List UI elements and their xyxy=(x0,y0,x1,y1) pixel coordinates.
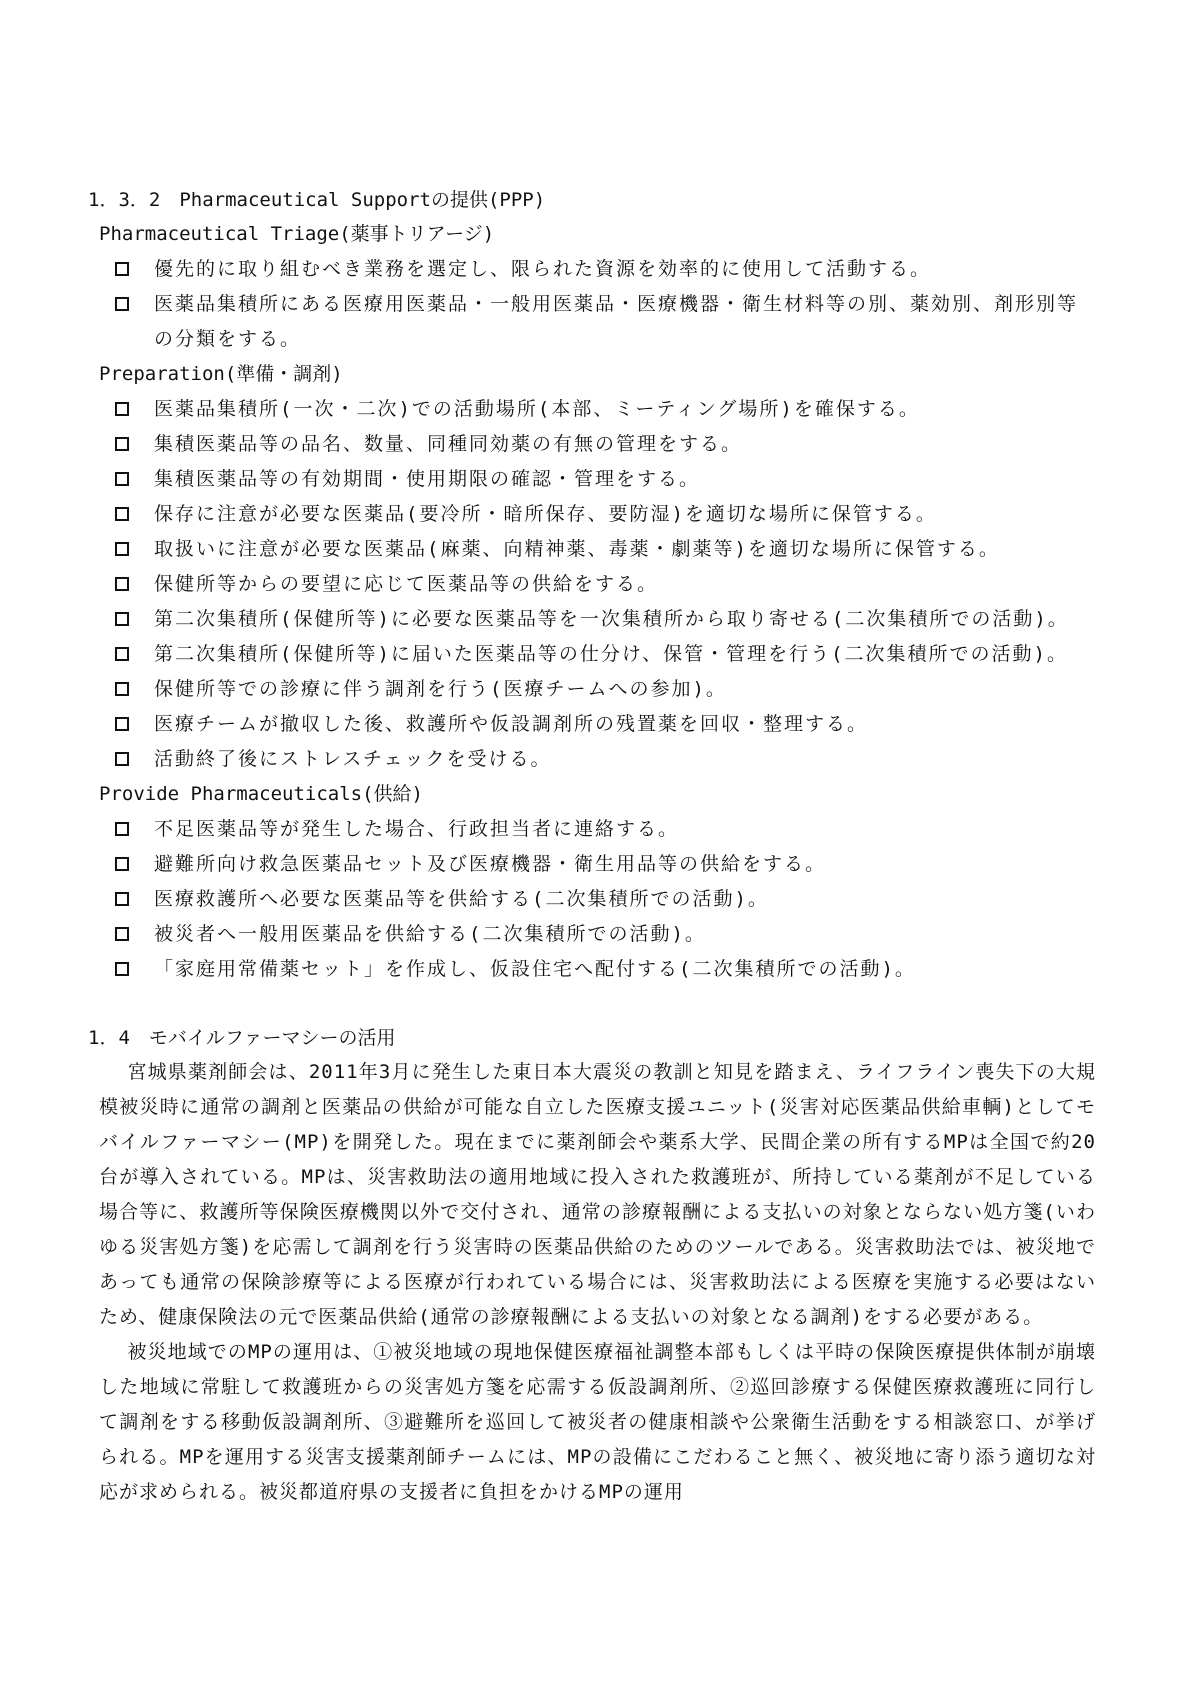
checklist-item-text: 活動終了後にストレスチェックを受ける。 xyxy=(154,748,552,770)
checklist-item-text: 不足医薬品等が発生した場合、行政担当者に連絡する。 xyxy=(154,818,680,840)
checkbox-icon xyxy=(115,402,129,416)
checkbox-icon xyxy=(115,857,129,871)
checklist-item xyxy=(88,882,1096,917)
checkbox-icon xyxy=(115,612,129,626)
section-heading-mobile-pharmacy: 1．4 モバイルファーマシーの活用 xyxy=(88,1027,396,1049)
checklist-item xyxy=(88,392,1096,427)
checklist-item-text: 医薬品集積所にある医療用医薬品・一般用医薬品・医療機器・衛生材料等の別、薬効別、剤形別等の分類をする。 xyxy=(154,293,1079,350)
checklist-item xyxy=(88,532,1096,567)
checkbox-icon xyxy=(115,892,129,906)
checklist-item-text: 被災者へ一般用医薬品を供給する(二次集積所での活動)。 xyxy=(154,923,706,945)
checkbox-icon xyxy=(115,472,129,486)
checklist-item-text: 保健所等での診療に伴う調剤を行う(医療チームへの参加)。 xyxy=(154,678,727,700)
checkbox-icon xyxy=(115,262,129,276)
body-paragraph: 被災地域でのMPの運用は、①被災地域の現地保健医療福祉調整本部もしくは平時の保険医療提供体制が崩壊した地域に常駐して救護班からの災害処方箋を応需する仮設調剤所、②巡回診療する保健医療救護班に同行して調剤をする移動仮設調剤所、③避難所を巡回して被災者の健康相談や公衆衛生活動をする相談窓口、が挙げられる。MPを運用する災害支援薬剤師チームには、MPの設備にこだわること無く、被災地に寄り添う適切な対応が求められる。被災都道府県の支援者に負担をかけるMPの運用 xyxy=(99,1341,1096,1503)
checklist-item-text: 保存に注意が必要な医薬品(要冷所・暗所保存、要防湿)を適切な場所に保管する。 xyxy=(154,503,937,525)
checklist-item-text: 取扱いに注意が必要な医薬品(麻薬、向精神薬、毒薬・劇薬等)を適切な場所に保管する。 xyxy=(154,538,1000,560)
checklist-item-text: 医療救護所へ必要な医薬品等を供給する(二次集積所での活動)。 xyxy=(154,888,769,910)
subheading-triage: Pharmaceutical Triage(薬事トリアージ) xyxy=(99,223,495,245)
checkbox-icon xyxy=(115,927,129,941)
checklist-item xyxy=(88,497,1096,532)
checkbox-icon xyxy=(115,297,129,311)
checklist-item-text: 第二次集積所(保健所等)に届いた医薬品等の仕分け、保管・管理を行う(二次集積所での活動)。 xyxy=(154,643,1068,665)
subheading-preparation: Preparation(準備・調剤) xyxy=(99,363,343,385)
checkbox-icon xyxy=(115,647,129,661)
checklist-item xyxy=(88,917,1096,952)
checklist-item xyxy=(88,287,1096,357)
checklist-item xyxy=(88,567,1096,602)
checkbox-icon xyxy=(115,577,129,591)
section-heading-ppp: 1．3．2 Pharmaceutical Supportの提供(PPP) xyxy=(88,189,546,211)
checklist-item xyxy=(88,952,1096,987)
checkbox-icon xyxy=(115,717,129,731)
body-paragraph: 宮城県薬剤師会は、2011年3月に発生した東日本大震災の教訓と知見を踏まえ、ライフライン喪失下の大規模被災時に通常の調剤と医薬品の供給が可能な自立した医療支援ユニット(災害対応医薬品供給車輌)としてモバイルファーマシー(MP)を開発した。現在までに薬剤師会や薬系大学、民間企業の所有するMPは全国で約20台が導入されている。MPは、災害救助法の適用地域に投入された救護班が、所持している薬剤が不足している場合等に、救護所等保険医療機関以外で交付され、通常の診療報酬による支払いの対象とならない処方箋(いわゆる災害処方箋)を応需して調剤を行う災害時の医薬品供給のためのツールである。災害救助法では、被災地であっても通常の保険診療等による医療が行われている場合には、災害救助法による医療を実施する必要はないため、健康保険法の元で医薬品供給(通常の診療報酬による支払いの対象となる調剤)をする必要がある。 xyxy=(99,1061,1096,1328)
checklist-item xyxy=(88,707,1096,742)
subheading-provide: Provide Pharmaceuticals(供給) xyxy=(99,783,423,805)
checkbox-icon xyxy=(115,752,129,766)
checkbox-icon xyxy=(115,682,129,696)
checklist-item xyxy=(88,637,1096,672)
checklist-item-text: 「家庭用常備薬セット」を作成し、仮設住宅へ配付する(二次集積所での活動)。 xyxy=(154,958,916,980)
checklist-item-text: 避難所向け救急医薬品セット及び医療機器・衛生用品等の供給をする。 xyxy=(154,853,827,875)
checklist-item-text: 保健所等からの要望に応じて医薬品等の供給をする。 xyxy=(154,573,659,595)
checklist-item-text: 優先的に取り組むべき業務を選定し、限られた資源を効率的に使用して活動する。 xyxy=(154,258,932,280)
checkbox-icon xyxy=(115,507,129,521)
checklist-item-text: 集積医薬品等の有効期間・使用期限の確認・管理をする。 xyxy=(154,468,701,490)
checklist-item xyxy=(88,672,1096,707)
checklist-item-text: 集積医薬品等の品名、数量、同種同効薬の有無の管理をする。 xyxy=(154,433,743,455)
checklist-item xyxy=(88,812,1096,847)
checklist-item xyxy=(88,462,1096,497)
checklist-item xyxy=(88,847,1096,882)
checkbox-icon xyxy=(115,962,129,976)
checklist-item xyxy=(88,742,1096,777)
page-content xyxy=(88,183,1096,1510)
checklist-item-text: 医療チームが撤収した後、救護所や仮設調剤所の残置薬を回収・整理する。 xyxy=(154,713,869,735)
checklist-item xyxy=(88,602,1096,637)
checklist-item-text: 第二次集積所(保健所等)に必要な医薬品等を一次集積所から取り寄せる(二次集積所での活動)。 xyxy=(154,608,1069,630)
checkbox-icon xyxy=(115,822,129,836)
checklist-item-text: 医薬品集積所(一次・二次)での活動場所(本部、ミーティング場所)を確保する。 xyxy=(154,398,920,420)
checkbox-icon xyxy=(115,542,129,556)
checklist-item xyxy=(88,427,1096,462)
checklist-item xyxy=(88,252,1096,287)
checkbox-icon xyxy=(115,437,129,451)
section-spacer xyxy=(88,987,1096,1021)
